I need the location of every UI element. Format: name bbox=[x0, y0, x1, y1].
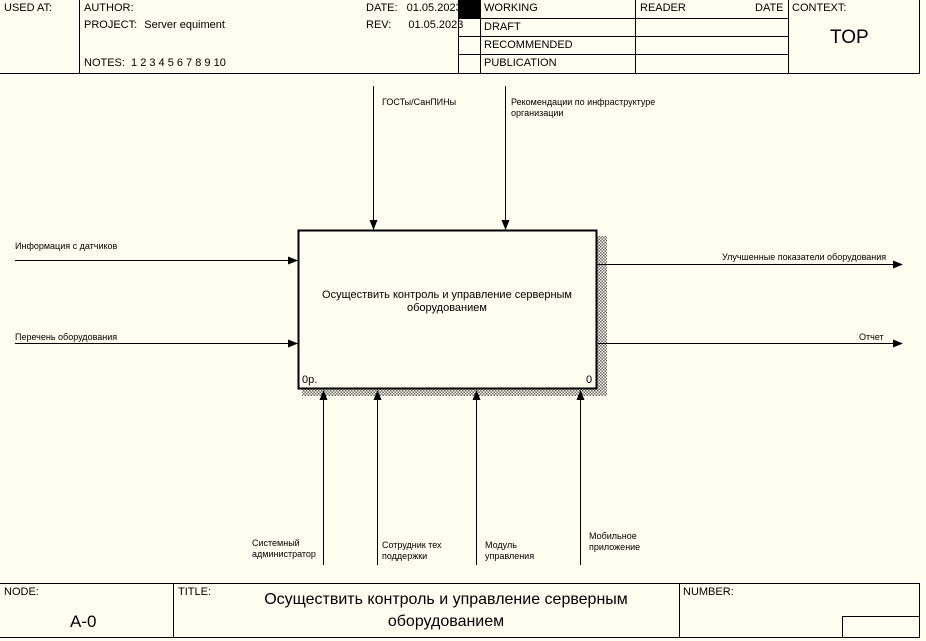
rev-label: REV: bbox=[366, 19, 392, 31]
context-label: CONTEXT: bbox=[792, 2, 847, 14]
mechanism-label-sysadmin: Системный администратор bbox=[252, 538, 316, 559]
mechanism-label-control-module: Модуль управления bbox=[485, 540, 535, 561]
input-label-sensor-info: Информация с датчиков bbox=[15, 241, 118, 251]
number-label: NUMBER: bbox=[683, 586, 734, 598]
rev-row bbox=[366, 19, 463, 32]
input-label-equipment-list: Перечень оборудования bbox=[15, 332, 118, 342]
control-label-gost: ГОСТы/СанПИНы bbox=[382, 97, 457, 107]
control-label-recommendations: Рекомендации по инфраструктуре организации bbox=[511, 97, 656, 118]
project-value: Server equiment bbox=[144, 19, 225, 31]
author-label: AUTHOR: bbox=[84, 2, 134, 14]
used-at-label: USED AT: bbox=[4, 2, 53, 14]
notes-row bbox=[84, 57, 226, 70]
date-row bbox=[366, 2, 462, 15]
footer-title: Осуществить контроль и управление серверным оборудованием bbox=[264, 591, 628, 630]
working-status-marker bbox=[459, 0, 480, 18]
status-working: WORKING bbox=[484, 2, 538, 14]
title-label: TITLE: bbox=[178, 586, 212, 598]
node-value: A-0 bbox=[70, 612, 97, 631]
date-value: 01.05.2023 bbox=[406, 2, 462, 14]
mechanism-label-support: Сотрудник тех поддержки bbox=[382, 540, 442, 561]
notes-value: 1 2 3 4 5 6 7 8 9 10 bbox=[131, 57, 226, 69]
node-label: NODE: bbox=[4, 586, 39, 598]
status-publication: PUBLICATION bbox=[484, 57, 557, 69]
reader-date-label: DATE bbox=[755, 2, 784, 14]
date-label: DATE: bbox=[366, 2, 398, 14]
context-value: TOP bbox=[830, 27, 869, 48]
activity-cost: 0р. bbox=[302, 374, 318, 386]
status-recommended: RECOMMENDED bbox=[484, 39, 573, 51]
project-label: PROJECT: bbox=[84, 19, 138, 31]
reader-label: READER bbox=[640, 2, 686, 14]
output-label-improved-metrics: Улучшенные показатели оборудования bbox=[722, 252, 887, 262]
notes-label: NOTES: bbox=[84, 57, 125, 69]
mechanism-label-mobile-app: Мобильное приложение bbox=[589, 531, 641, 552]
activity-title: Осуществить контроль и управление серверным оборудованием bbox=[322, 289, 572, 314]
rev-value: 01.05.2023 bbox=[408, 19, 464, 31]
project-row bbox=[84, 19, 225, 32]
activity-number: 0 bbox=[586, 374, 593, 386]
status-draft: DRAFT bbox=[484, 21, 521, 33]
output-label-report: Отчет bbox=[859, 332, 884, 342]
